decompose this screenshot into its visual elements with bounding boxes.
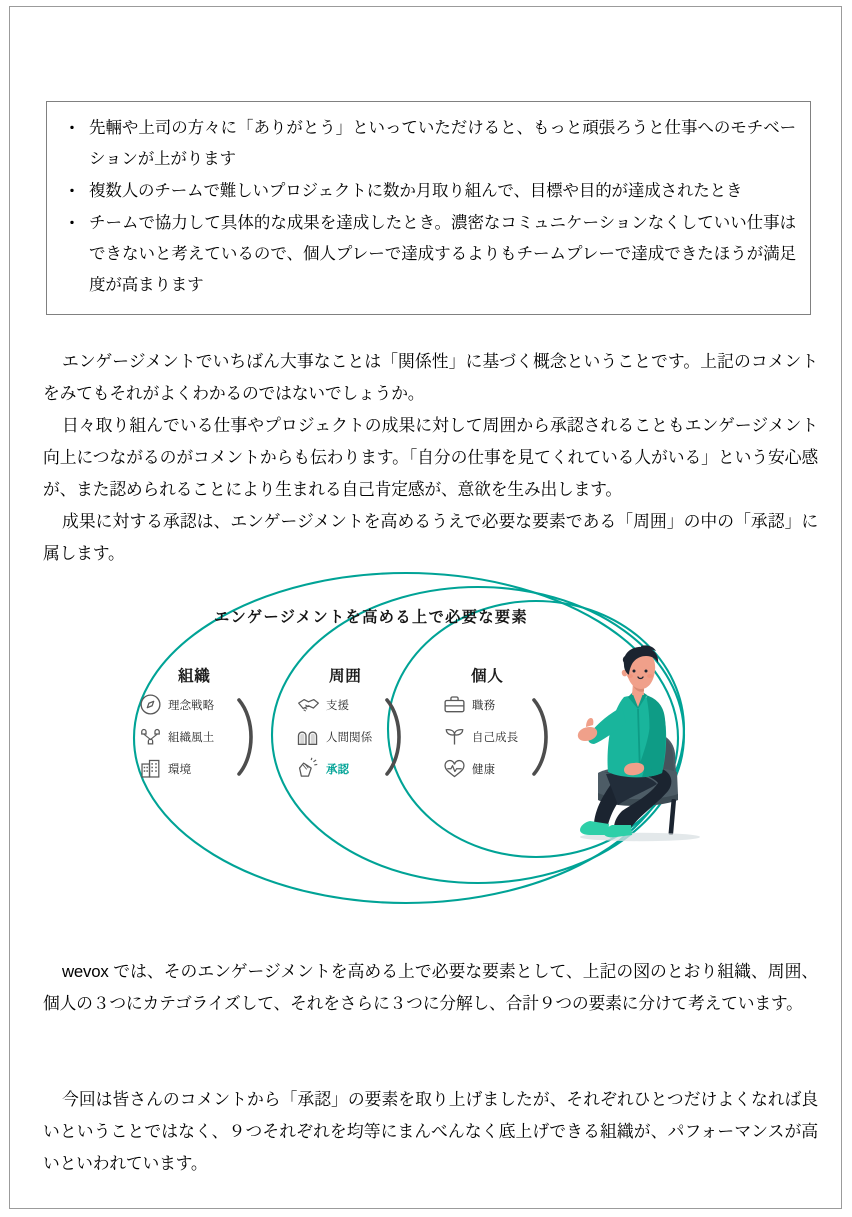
- list-item-text: 先輛や上司の方々に「ありがとう」といっていただけると、もっと頑張ろうと仕事へのモチベーションが上がります: [89, 119, 796, 168]
- org-culture-people-icon: [138, 724, 163, 749]
- element-label: 理念戦略: [168, 699, 215, 712]
- clapping-hands-icon: [296, 756, 321, 781]
- two-people-icon: [296, 724, 321, 749]
- bullet-glyph: ・: [64, 215, 80, 232]
- seated-person-illustration: [546, 645, 726, 845]
- element-label: 承認: [326, 763, 350, 776]
- sprout-icon: [442, 724, 467, 749]
- group-bracket-curve: [235, 697, 261, 777]
- element-label: 職務: [472, 699, 496, 712]
- element-item: [138, 724, 214, 749]
- element-item: [296, 724, 372, 749]
- body-paragraph: 日々取り組んでいる仕事やプロジェクトの成果に対して周囲から承認されることもエンゲージメント向上につながるのがコメントからも伝わります。「自分の仕事を見てくれている人がいる」という安心感が、また認められることにより生まれる自己肯定感が、意欲を生み出します。: [43, 415, 818, 499]
- page-sheet: [9, 6, 842, 1209]
- building-icon: [138, 756, 163, 781]
- engagement-elements-diagram: [106, 567, 778, 919]
- element-item: [442, 756, 495, 781]
- group-label-individual: 個人: [471, 668, 504, 685]
- body-paragraph: エンゲージメントでいちばん大事なことは「関係性」に基づく概念ということです。上記のコメントをみてもそれがよくわかるのではないでしょうか。: [43, 351, 818, 403]
- body-paragraph: 今回は皆さんのコメントから「承認」の要素を取り上げましたが、それぞれひとつだけよくなれば良いということではなく、９つそれぞれを均等にまんべんなく底上げできる組織が、パフォーマンスが高いといわれています。: [43, 1089, 818, 1173]
- list-item: [55, 208, 796, 301]
- compass-icon: [138, 692, 163, 717]
- bullet-glyph: ・: [64, 120, 80, 137]
- list-item-text: 複数人のチームで難しいプロジェクトに数か月取り組んで、目標や目的が達成されたとき: [89, 182, 743, 200]
- element-item: [442, 724, 518, 749]
- bullet-glyph: ・: [64, 183, 80, 200]
- list-item: [55, 176, 796, 207]
- element-item: [138, 692, 214, 717]
- element-label: 人間関係: [326, 731, 373, 744]
- element-item: [296, 692, 349, 717]
- element-label: 環境: [168, 763, 192, 776]
- element-label: 組織風土: [168, 731, 215, 744]
- list-item-text: チームで協力して具体的な成果を達成したとき。濃密なコミュニケーションなくしていい仕事はできないと考えているので、個人プレーで達成するよりもチームプレーで達成できたほうが満足度が高まります: [89, 214, 796, 294]
- element-label: 健康: [472, 763, 496, 776]
- body-paragraph: wevox では、そのエンゲージメントを高める上で必要な要素として、上記の図のとおり組織、周囲、個人の３つにカテゴライズして、それをさらに３つに分解し、合計９つの要素に分けて考えています。: [43, 961, 818, 1013]
- group-label-surroundings: 周囲: [329, 668, 362, 685]
- element-item: [442, 692, 495, 717]
- group-label-organization: 組織: [178, 668, 211, 685]
- handshake-icon: [296, 692, 321, 717]
- element-item-approval: [296, 756, 349, 781]
- briefcase-icon: [442, 692, 467, 717]
- element-label: 支援: [326, 699, 350, 712]
- element-label: 自己成長: [472, 731, 519, 744]
- comment-quote-box: [46, 101, 811, 315]
- heart-pulse-icon: [442, 756, 467, 781]
- element-item: [138, 756, 191, 781]
- list-item: [55, 113, 796, 175]
- group-bracket-curve: [383, 697, 409, 777]
- body-paragraph: 成果に対する承認は、エンゲージメントを高めるうえで必要な要素である「周囲」の中の「承認」に属します。: [43, 511, 819, 563]
- diagram-title: エンゲージメントを高める上で必要な要素: [214, 609, 529, 626]
